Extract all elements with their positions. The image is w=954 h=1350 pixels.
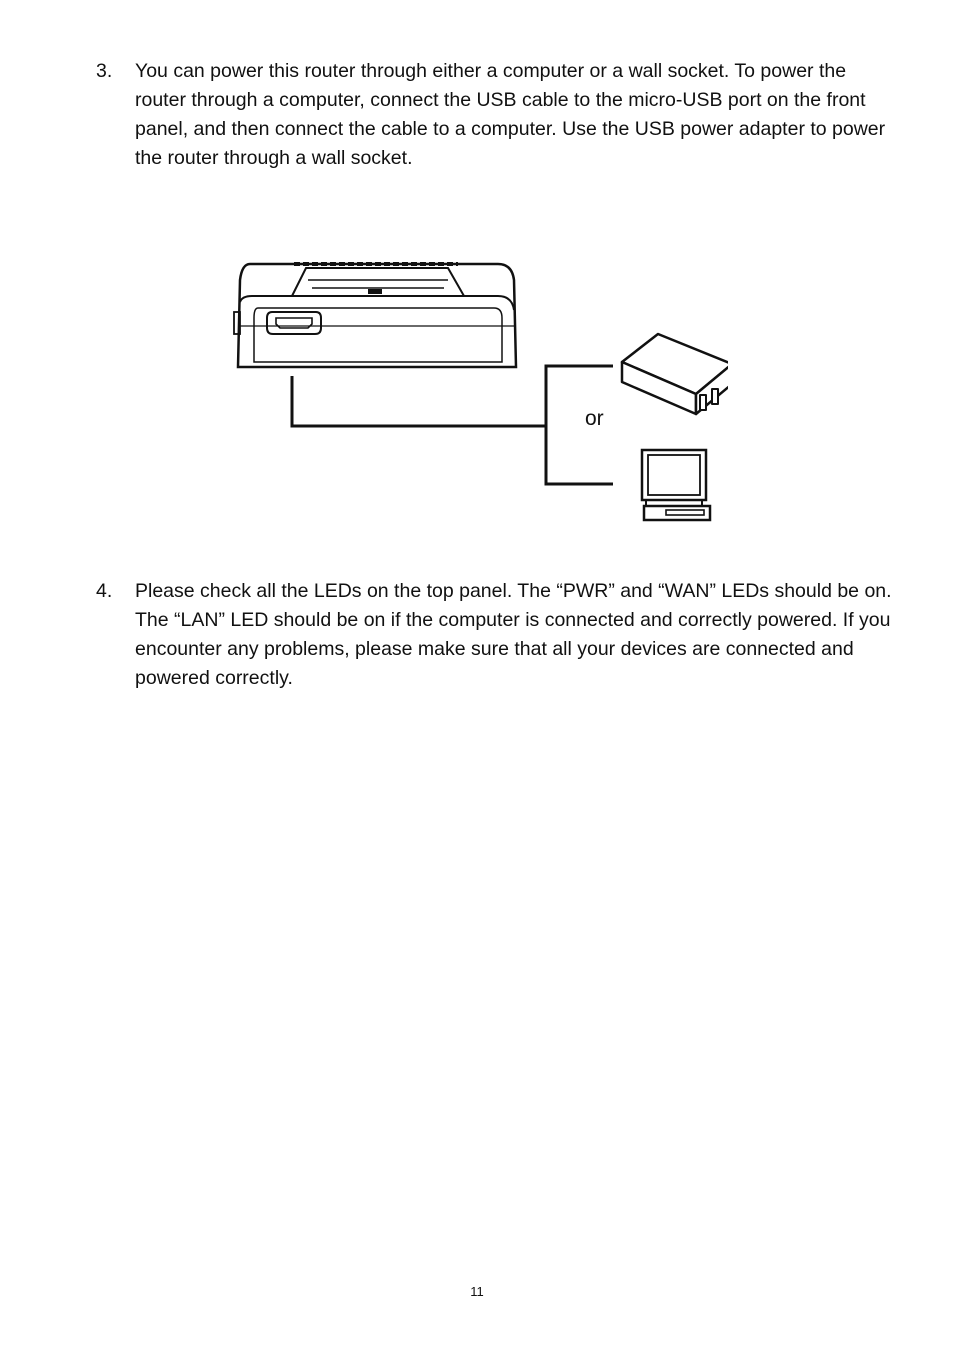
step-3	[96, 57, 896, 173]
usb-cable	[292, 366, 613, 484]
power-connection-figure	[228, 252, 728, 524]
or-label: or	[585, 407, 604, 430]
step-number: 4.	[96, 580, 113, 602]
step-text: You can power this router through either a computer or a wall socket. To power the router through a computer, connect the USB cable to the micro-USB port on the front panel, and then connect the cable to a computer. Use the USB power adapter to power the router through a wall socket.	[135, 60, 886, 169]
step-4	[96, 577, 896, 693]
router-icon	[234, 264, 516, 367]
usb-power-adapter-icon	[622, 334, 728, 414]
step-text: Please check all the LEDs on the top panel. The “PWR” and “WAN” LEDs should be on. The “LAN” LED should be on if the computer is connected and correctly powered. If you encounter any problems, please make sure that all your devices are connected and powered correctly.	[135, 580, 892, 689]
computer-icon	[642, 450, 710, 520]
page-number: 11	[470, 1284, 484, 1299]
step-number: 3.	[96, 60, 113, 82]
